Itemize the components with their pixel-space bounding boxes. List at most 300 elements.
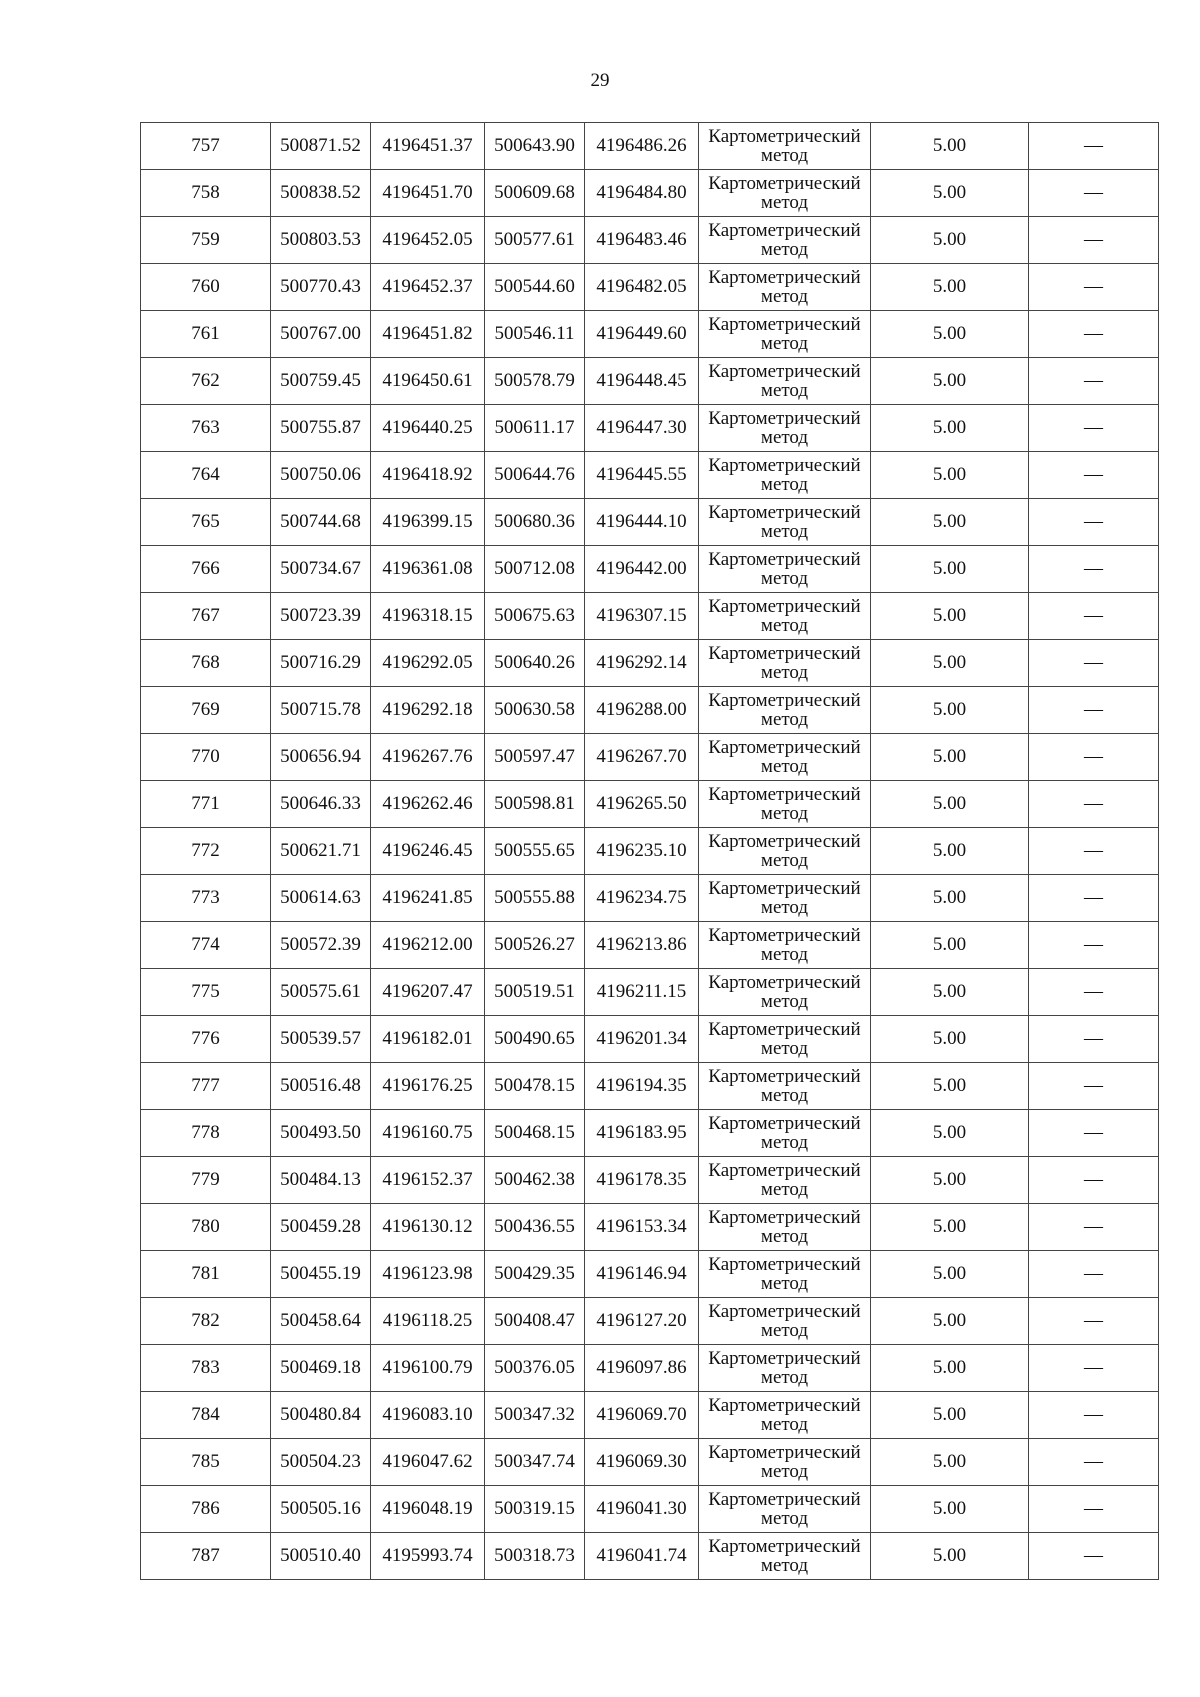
- table-row: [141, 499, 1159, 546]
- y2-cell: 4196442.00: [585, 546, 699, 593]
- note-cell: —: [1029, 593, 1159, 640]
- accuracy-cell: 5.00: [871, 499, 1029, 546]
- method-line1: Картометрический: [708, 1348, 861, 1369]
- accuracy-cell: 5.00: [871, 875, 1029, 922]
- method-line1: Картометрический: [708, 361, 861, 382]
- y1-cell: 4196207.47: [371, 969, 485, 1016]
- y2-cell: 4196486.26: [585, 123, 699, 170]
- method-cell: [699, 1392, 871, 1439]
- y2-cell: 4196292.14: [585, 640, 699, 687]
- table-row: [141, 546, 1159, 593]
- y2-cell: 4196483.46: [585, 217, 699, 264]
- y1-cell: 4196292.05: [371, 640, 485, 687]
- method-line1: Картометрический: [708, 690, 861, 711]
- x1-cell: 500505.16: [271, 1486, 371, 1533]
- note-cell: —: [1029, 1392, 1159, 1439]
- method-line2: метод: [760, 145, 809, 166]
- note-cell: —: [1029, 358, 1159, 405]
- accuracy-cell: 5.00: [871, 170, 1029, 217]
- method-line2: метод: [760, 1414, 809, 1435]
- y2-cell: 4196235.10: [585, 828, 699, 875]
- x1-cell: 500767.00: [271, 311, 371, 358]
- method-line1: Картометрический: [708, 972, 861, 993]
- y1-cell: 4196451.82: [371, 311, 485, 358]
- x2-cell: 500680.36: [485, 499, 585, 546]
- x2-cell: 500347.74: [485, 1439, 585, 1486]
- table-row: [141, 1345, 1159, 1392]
- x2-cell: 500611.17: [485, 405, 585, 452]
- method-cell: [699, 1016, 871, 1063]
- method-line2: метод: [760, 944, 809, 965]
- method-line1: Картометрический: [708, 126, 861, 147]
- table-row: [141, 264, 1159, 311]
- method-line2: метод: [760, 568, 809, 589]
- accuracy-cell: 5.00: [871, 1063, 1029, 1110]
- x2-cell: 500319.15: [485, 1486, 585, 1533]
- point-number-cell: 780: [141, 1204, 271, 1251]
- method-line2: метод: [760, 380, 809, 401]
- table-row: [141, 1016, 1159, 1063]
- y1-cell: 4196182.01: [371, 1016, 485, 1063]
- method-cell: [699, 781, 871, 828]
- x2-cell: 500544.60: [485, 264, 585, 311]
- y2-cell: 4196211.15: [585, 969, 699, 1016]
- accuracy-cell: 5.00: [871, 217, 1029, 264]
- method-line1: Картометрический: [708, 596, 861, 617]
- method-line1: Картометрический: [708, 643, 861, 664]
- table-row: [141, 1439, 1159, 1486]
- note-cell: —: [1029, 405, 1159, 452]
- method-line1: Картометрический: [708, 831, 861, 852]
- method-cell: [699, 1486, 871, 1533]
- accuracy-cell: 5.00: [871, 1486, 1029, 1533]
- accuracy-cell: 5.00: [871, 1533, 1029, 1580]
- table-row: [141, 593, 1159, 640]
- point-number-cell: 761: [141, 311, 271, 358]
- method-line2: метод: [760, 192, 809, 213]
- method-cell: [699, 593, 871, 640]
- x2-cell: 500462.38: [485, 1157, 585, 1204]
- x2-cell: 500429.35: [485, 1251, 585, 1298]
- y2-cell: 4196041.30: [585, 1486, 699, 1533]
- note-cell: —: [1029, 123, 1159, 170]
- x2-cell: 500609.68: [485, 170, 585, 217]
- y1-cell: 4196452.05: [371, 217, 485, 264]
- y1-cell: 4195993.74: [371, 1533, 485, 1580]
- table-row: [141, 922, 1159, 969]
- point-number-cell: 773: [141, 875, 271, 922]
- table-row: [141, 405, 1159, 452]
- y1-cell: 4196451.70: [371, 170, 485, 217]
- y1-cell: 4196399.15: [371, 499, 485, 546]
- accuracy-cell: 5.00: [871, 969, 1029, 1016]
- method-cell: [699, 1345, 871, 1392]
- point-number-cell: 774: [141, 922, 271, 969]
- method-line1: Картометрический: [708, 549, 861, 570]
- note-cell: —: [1029, 1063, 1159, 1110]
- x1-cell: 500469.18: [271, 1345, 371, 1392]
- x2-cell: 500640.26: [485, 640, 585, 687]
- method-cell: [699, 1063, 871, 1110]
- method-line1: Картометрический: [708, 1442, 861, 1463]
- method-cell: [699, 687, 871, 734]
- point-number-cell: 783: [141, 1345, 271, 1392]
- table-row: [141, 311, 1159, 358]
- note-cell: —: [1029, 170, 1159, 217]
- x2-cell: 500490.65: [485, 1016, 585, 1063]
- note-cell: —: [1029, 1439, 1159, 1486]
- x1-cell: 500484.13: [271, 1157, 371, 1204]
- method-line2: метод: [760, 427, 809, 448]
- method-cell: [699, 828, 871, 875]
- note-cell: —: [1029, 264, 1159, 311]
- table-row: [141, 217, 1159, 264]
- method-cell: [699, 311, 871, 358]
- x2-cell: 500578.79: [485, 358, 585, 405]
- table-row: [141, 1486, 1159, 1533]
- y1-cell: 4196246.45: [371, 828, 485, 875]
- method-cell: [699, 170, 871, 217]
- y1-cell: 4196262.46: [371, 781, 485, 828]
- point-number-cell: 760: [141, 264, 271, 311]
- y1-cell: 4196118.25: [371, 1298, 485, 1345]
- accuracy-cell: 5.00: [871, 1345, 1029, 1392]
- method-line2: метод: [760, 1273, 809, 1294]
- x1-cell: 500716.29: [271, 640, 371, 687]
- y2-cell: 4196041.74: [585, 1533, 699, 1580]
- table-row: [141, 781, 1159, 828]
- x2-cell: 500347.32: [485, 1392, 585, 1439]
- method-line1: Картометрический: [708, 1301, 861, 1322]
- y2-cell: 4196267.70: [585, 734, 699, 781]
- x1-cell: 500539.57: [271, 1016, 371, 1063]
- accuracy-cell: 5.00: [871, 1392, 1029, 1439]
- point-number-cell: 757: [141, 123, 271, 170]
- y1-cell: 4196100.79: [371, 1345, 485, 1392]
- x1-cell: 500510.40: [271, 1533, 371, 1580]
- x2-cell: 500598.81: [485, 781, 585, 828]
- accuracy-cell: 5.00: [871, 452, 1029, 499]
- y2-cell: 4196153.34: [585, 1204, 699, 1251]
- method-line1: Картометрический: [708, 502, 861, 523]
- table-row: [141, 452, 1159, 499]
- x2-cell: 500436.55: [485, 1204, 585, 1251]
- method-line2: метод: [760, 1179, 809, 1200]
- point-number-cell: 784: [141, 1392, 271, 1439]
- point-number-cell: 758: [141, 170, 271, 217]
- y1-cell: 4196318.15: [371, 593, 485, 640]
- x2-cell: 500408.47: [485, 1298, 585, 1345]
- method-cell: [699, 1157, 871, 1204]
- x2-cell: 500376.05: [485, 1345, 585, 1392]
- x2-cell: 500555.88: [485, 875, 585, 922]
- table-row: [141, 123, 1159, 170]
- y2-cell: 4196445.55: [585, 452, 699, 499]
- x2-cell: 500675.63: [485, 593, 585, 640]
- method-cell: [699, 1110, 871, 1157]
- method-cell: [699, 217, 871, 264]
- y1-cell: 4196440.25: [371, 405, 485, 452]
- method-line2: метод: [760, 521, 809, 542]
- method-line1: Картометрический: [708, 784, 861, 805]
- y1-cell: 4196418.92: [371, 452, 485, 499]
- note-cell: —: [1029, 922, 1159, 969]
- accuracy-cell: 5.00: [871, 358, 1029, 405]
- table-row: [141, 1157, 1159, 1204]
- method-line1: Картометрический: [708, 1536, 861, 1557]
- x2-cell: 500630.58: [485, 687, 585, 734]
- x1-cell: 500516.48: [271, 1063, 371, 1110]
- accuracy-cell: 5.00: [871, 123, 1029, 170]
- method-line1: Картометрический: [708, 220, 861, 241]
- accuracy-cell: 5.00: [871, 593, 1029, 640]
- point-number-cell: 762: [141, 358, 271, 405]
- note-cell: —: [1029, 640, 1159, 687]
- method-line2: метод: [760, 1226, 809, 1247]
- y1-cell: 4196152.37: [371, 1157, 485, 1204]
- method-cell: [699, 123, 871, 170]
- table-row: [141, 1392, 1159, 1439]
- method-line1: Картометрический: [708, 173, 861, 194]
- x1-cell: 500493.50: [271, 1110, 371, 1157]
- table-row: [141, 687, 1159, 734]
- note-cell: —: [1029, 311, 1159, 358]
- method-cell: [699, 405, 871, 452]
- point-number-cell: 765: [141, 499, 271, 546]
- method-line1: Картометрический: [708, 1019, 861, 1040]
- table-row: [141, 1251, 1159, 1298]
- x1-cell: 500621.71: [271, 828, 371, 875]
- method-cell: [699, 546, 871, 593]
- accuracy-cell: 5.00: [871, 687, 1029, 734]
- y1-cell: 4196212.00: [371, 922, 485, 969]
- y2-cell: 4196069.30: [585, 1439, 699, 1486]
- y1-cell: 4196452.37: [371, 264, 485, 311]
- point-number-cell: 770: [141, 734, 271, 781]
- y1-cell: 4196241.85: [371, 875, 485, 922]
- x1-cell: 500770.43: [271, 264, 371, 311]
- accuracy-cell: 5.00: [871, 734, 1029, 781]
- method-cell: [699, 922, 871, 969]
- y1-cell: 4196292.18: [371, 687, 485, 734]
- method-line1: Картометрический: [708, 314, 861, 335]
- x2-cell: 500555.65: [485, 828, 585, 875]
- method-cell: [699, 452, 871, 499]
- point-number-cell: 769: [141, 687, 271, 734]
- point-number-cell: 777: [141, 1063, 271, 1110]
- x1-cell: 500750.06: [271, 452, 371, 499]
- table-row: [141, 1204, 1159, 1251]
- x1-cell: 500871.52: [271, 123, 371, 170]
- method-line2: метод: [760, 1367, 809, 1388]
- method-line2: метод: [760, 897, 809, 918]
- point-number-cell: 759: [141, 217, 271, 264]
- accuracy-cell: 5.00: [871, 1251, 1029, 1298]
- y1-cell: 4196450.61: [371, 358, 485, 405]
- y1-cell: 4196123.98: [371, 1251, 485, 1298]
- table-row: [141, 170, 1159, 217]
- note-cell: —: [1029, 687, 1159, 734]
- note-cell: —: [1029, 1486, 1159, 1533]
- y2-cell: 4196201.34: [585, 1016, 699, 1063]
- x2-cell: 500577.61: [485, 217, 585, 264]
- accuracy-cell: 5.00: [871, 640, 1029, 687]
- method-line2: метод: [760, 850, 809, 871]
- page-number: 29: [590, 70, 610, 91]
- y1-cell: 4196048.19: [371, 1486, 485, 1533]
- method-line1: Картометрический: [708, 267, 861, 288]
- note-cell: —: [1029, 546, 1159, 593]
- y1-cell: 4196047.62: [371, 1439, 485, 1486]
- note-cell: —: [1029, 452, 1159, 499]
- table-row: [141, 1063, 1159, 1110]
- x1-cell: 500759.45: [271, 358, 371, 405]
- method-cell: [699, 1533, 871, 1580]
- y1-cell: 4196451.37: [371, 123, 485, 170]
- point-number-cell: 779: [141, 1157, 271, 1204]
- method-line1: Картометрический: [708, 737, 861, 758]
- accuracy-cell: 5.00: [871, 781, 1029, 828]
- x2-cell: 500546.11: [485, 311, 585, 358]
- method-line1: Картометрический: [708, 1160, 861, 1181]
- x2-cell: 500519.51: [485, 969, 585, 1016]
- note-cell: —: [1029, 781, 1159, 828]
- point-number-cell: 768: [141, 640, 271, 687]
- point-number-cell: 772: [141, 828, 271, 875]
- accuracy-cell: 5.00: [871, 1016, 1029, 1063]
- method-line2: метод: [760, 1508, 809, 1529]
- note-cell: —: [1029, 828, 1159, 875]
- method-line2: метод: [760, 239, 809, 260]
- y2-cell: 4196146.94: [585, 1251, 699, 1298]
- note-cell: —: [1029, 1204, 1159, 1251]
- y2-cell: 4196213.86: [585, 922, 699, 969]
- x2-cell: 500712.08: [485, 546, 585, 593]
- x1-cell: 500504.23: [271, 1439, 371, 1486]
- y2-cell: 4196194.35: [585, 1063, 699, 1110]
- method-line1: Картометрический: [708, 1207, 861, 1228]
- method-line2: метод: [760, 1555, 809, 1576]
- method-line1: Картометрический: [708, 1254, 861, 1275]
- y2-cell: 4196097.86: [585, 1345, 699, 1392]
- y2-cell: 4196307.15: [585, 593, 699, 640]
- note-cell: —: [1029, 217, 1159, 264]
- method-cell: [699, 1439, 871, 1486]
- method-line2: метод: [760, 286, 809, 307]
- method-line1: Картометрический: [708, 878, 861, 899]
- y1-cell: 4196176.25: [371, 1063, 485, 1110]
- y2-cell: 4196178.35: [585, 1157, 699, 1204]
- method-line1: Картометрический: [708, 455, 861, 476]
- x1-cell: 500715.78: [271, 687, 371, 734]
- point-number-cell: 782: [141, 1298, 271, 1345]
- point-number-cell: 764: [141, 452, 271, 499]
- y2-cell: 4196234.75: [585, 875, 699, 922]
- x1-cell: 500572.39: [271, 922, 371, 969]
- point-number-cell: 766: [141, 546, 271, 593]
- accuracy-cell: 5.00: [871, 828, 1029, 875]
- x1-cell: 500646.33: [271, 781, 371, 828]
- point-number-cell: 776: [141, 1016, 271, 1063]
- table-row: [141, 1110, 1159, 1157]
- y1-cell: 4196083.10: [371, 1392, 485, 1439]
- y2-cell: 4196482.05: [585, 264, 699, 311]
- method-cell: [699, 640, 871, 687]
- table-row: [141, 640, 1159, 687]
- method-line1: Картометрический: [708, 408, 861, 429]
- accuracy-cell: 5.00: [871, 1204, 1029, 1251]
- table-row: [141, 1533, 1159, 1580]
- method-line2: метод: [760, 474, 809, 495]
- x2-cell: 500597.47: [485, 734, 585, 781]
- table-row: [141, 875, 1159, 922]
- x1-cell: 500459.28: [271, 1204, 371, 1251]
- method-line2: метод: [760, 662, 809, 683]
- accuracy-cell: 5.00: [871, 1439, 1029, 1486]
- method-cell: [699, 1298, 871, 1345]
- y2-cell: 4196444.10: [585, 499, 699, 546]
- note-cell: —: [1029, 1016, 1159, 1063]
- accuracy-cell: 5.00: [871, 546, 1029, 593]
- x2-cell: 500526.27: [485, 922, 585, 969]
- y1-cell: 4196361.08: [371, 546, 485, 593]
- y2-cell: 4196127.20: [585, 1298, 699, 1345]
- y2-cell: 4196448.45: [585, 358, 699, 405]
- point-number-cell: 771: [141, 781, 271, 828]
- method-line2: метод: [760, 991, 809, 1012]
- method-line2: метод: [760, 1461, 809, 1482]
- method-cell: [699, 264, 871, 311]
- method-line2: метод: [760, 1038, 809, 1059]
- coordinates-table: [140, 122, 1159, 1580]
- x2-cell: 500478.15: [485, 1063, 585, 1110]
- method-cell: [699, 969, 871, 1016]
- method-line2: метод: [760, 333, 809, 354]
- table-row: [141, 828, 1159, 875]
- point-number-cell: 787: [141, 1533, 271, 1580]
- method-line2: метод: [760, 756, 809, 777]
- accuracy-cell: 5.00: [871, 311, 1029, 358]
- accuracy-cell: 5.00: [871, 264, 1029, 311]
- accuracy-cell: 5.00: [871, 1110, 1029, 1157]
- table-row: [141, 358, 1159, 405]
- note-cell: —: [1029, 1533, 1159, 1580]
- x1-cell: 500575.61: [271, 969, 371, 1016]
- note-cell: —: [1029, 734, 1159, 781]
- point-number-cell: 778: [141, 1110, 271, 1157]
- note-cell: —: [1029, 1110, 1159, 1157]
- method-line1: Картометрический: [708, 1489, 861, 1510]
- note-cell: —: [1029, 1157, 1159, 1204]
- y1-cell: 4196130.12: [371, 1204, 485, 1251]
- point-number-cell: 763: [141, 405, 271, 452]
- x2-cell: 500318.73: [485, 1533, 585, 1580]
- method-cell: [699, 358, 871, 405]
- x2-cell: 500644.76: [485, 452, 585, 499]
- method-cell: [699, 875, 871, 922]
- note-cell: —: [1029, 875, 1159, 922]
- x1-cell: 500744.68: [271, 499, 371, 546]
- accuracy-cell: 5.00: [871, 922, 1029, 969]
- y2-cell: 4196183.95: [585, 1110, 699, 1157]
- accuracy-cell: 5.00: [871, 1298, 1029, 1345]
- x1-cell: 500455.19: [271, 1251, 371, 1298]
- method-cell: [699, 1251, 871, 1298]
- x1-cell: 500803.53: [271, 217, 371, 264]
- y2-cell: 4196447.30: [585, 405, 699, 452]
- method-line2: метод: [760, 1085, 809, 1106]
- table-row: [141, 969, 1159, 1016]
